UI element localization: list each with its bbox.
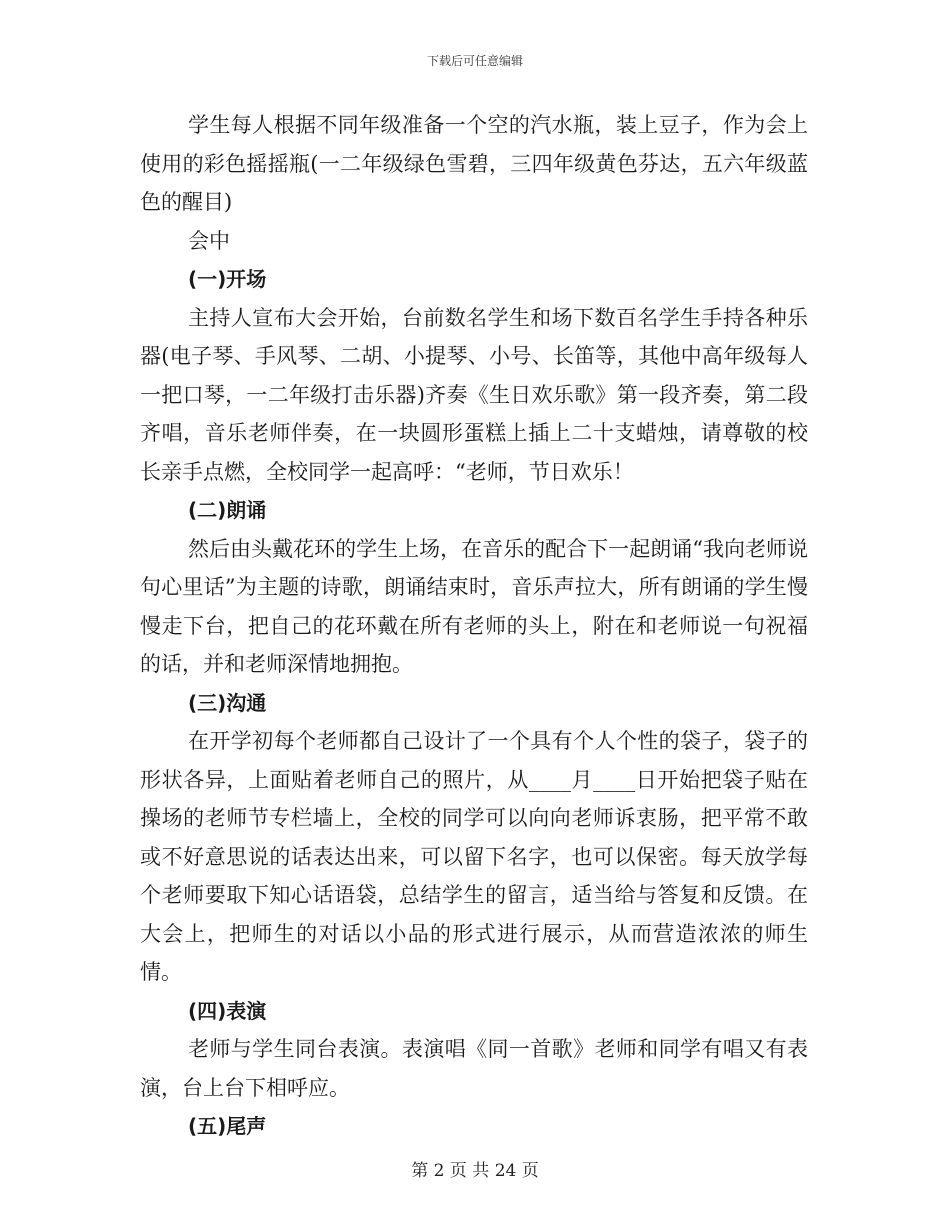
heading-ending: (五)尾声 bbox=[188, 1114, 267, 1138]
heading-communication: (三)沟通 bbox=[188, 690, 267, 715]
paragraph-preparation: 学生每人根据不同年级准备一个空的汽水瓶，装上豆子，作为会上使用的彩色摇摇瓶(一二年级绿色雪碧，三四年级黄色芬达，五六年级蓝色的醒目) bbox=[140, 113, 808, 214]
paragraph-communication: 在开学初每个老师都自己设计了一个具有个人个性的袋子，袋子的形状各异，上面贴着老师自己的照片，从____月____日开始把袋子贴在操场的老师节专栏墙上，全校的同学可以向向老师诉衷肠，把平常不敢或不好意思说的话表达出来，可以留下名字，也可以保密。每天放学每个老师要取下知心话语袋，总结学生的留言，适当给与答复和反馈。在大会上，把师生的对话以小品的形式进行展示，从而营造浓浓的师生情。 bbox=[140, 729, 808, 984]
heading-opening: (一)开场 bbox=[188, 267, 267, 291]
paragraph-performance: 老师与学生同台表演。表演唱《同一首歌》老师和同学有唱又有表演，台上台下相呼应。 bbox=[140, 1037, 808, 1100]
paragraph-recitation: 然后由头戴花环的学生上场，在音乐的配合下一起朗诵“我向老师说句心里话”为主题的诗歌，朗诵结束时，音乐声拉大，所有朗诵的学生慢慢走下台，把自己的花环戴在所有老师的头上，附在和老师说一句祝福的话，并和老师深情地拥抱。 bbox=[140, 536, 808, 676]
heading-recitation: (二)朗诵 bbox=[188, 498, 267, 522]
paragraph-section-label: 会中 bbox=[188, 228, 230, 253]
paragraph-opening: 主持人宣布大会开始，台前数名学生和场下数百名学生手持各种乐器(电子琴、手风琴、二胡、小提琴、小号、长笛等，其他中高年级每人一把口琴，一二年级打击乐器)齐奏《生日欢乐歌》第一段齐奏，第二段齐唱，音乐老师伴奏，在一块圆形蛋糕上插上二十支蜡烛，请尊敬的校长亲手点燃，全校同学一起高呼：“老师，节日欢乐！ bbox=[140, 305, 808, 484]
document-body bbox=[140, 106, 808, 1146]
page-header: 下载后可任意编辑 bbox=[426, 54, 523, 68]
page-footer: 第 2 页 共 24 页 bbox=[411, 1161, 539, 1181]
heading-performance: (四)表演 bbox=[188, 998, 267, 1023]
